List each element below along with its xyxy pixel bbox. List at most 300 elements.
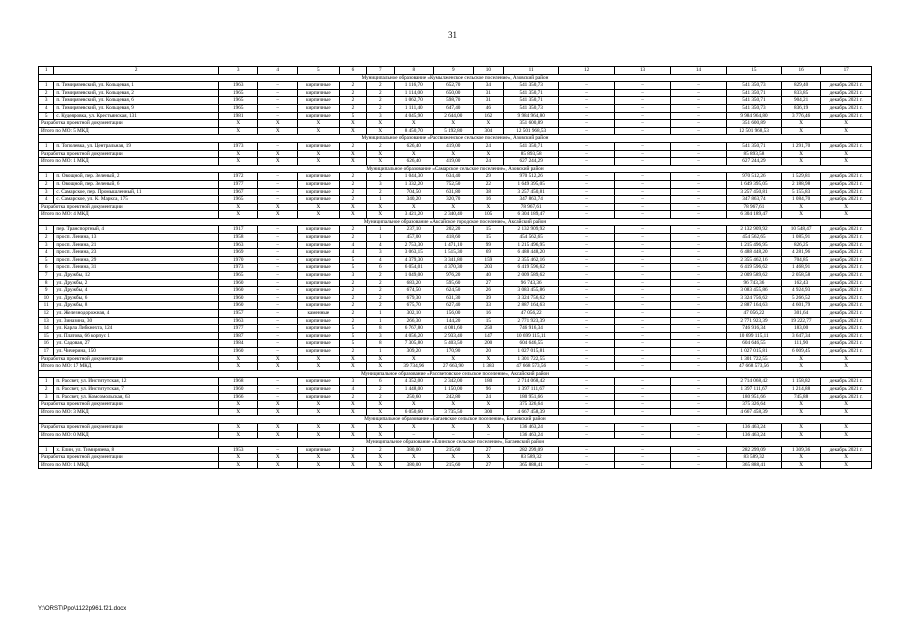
table-cell: 627,40: [434, 302, 474, 310]
table-cell: –: [671, 142, 727, 150]
table-cell: Итого по МО: 5 МКД: [39, 127, 219, 135]
table-row: [39, 393, 872, 401]
table-cell: 320,70: [434, 196, 474, 204]
table-row: [39, 302, 872, 310]
table-cell: 144,20: [434, 317, 474, 325]
table-cell: декабрь 2021 г.: [821, 89, 872, 97]
table-cell: –: [615, 104, 671, 112]
table-cell: –: [615, 203, 671, 211]
table-cell: 1: [367, 317, 394, 325]
table-cell: –: [559, 279, 615, 287]
table-cell: 12: [39, 310, 54, 318]
table-cell: –: [615, 378, 671, 386]
table-cell: 826,25: [781, 241, 821, 249]
table-cell: 541 350,73: [727, 104, 782, 112]
table-cell: 47 668 573,56: [504, 363, 559, 371]
table-cell: кирпичные: [297, 249, 339, 257]
table-cell: 1 027 015,81: [504, 347, 559, 355]
table-cell: 3: [39, 97, 54, 105]
table-cell: 6 488 448,20: [727, 249, 782, 257]
table-cell: –: [615, 385, 671, 393]
table-cell: 2: [339, 196, 366, 204]
table-cell: Разработка проектной документации: [39, 454, 219, 462]
table-cell: X: [367, 211, 394, 219]
table-cell: –: [615, 112, 671, 120]
table-cell: кирпичные: [297, 393, 339, 401]
table-cell: просп. Ленина, 23: [54, 249, 219, 257]
table-cell: 675,70: [394, 302, 434, 310]
table-cell: 833,85: [781, 89, 821, 97]
table-row: [39, 287, 872, 295]
table-cell: –: [559, 347, 615, 355]
table-cell: 2: [367, 272, 394, 280]
table-row: [39, 89, 872, 97]
table-cell: 1965: [218, 97, 258, 105]
table-cell: –: [615, 423, 671, 431]
table-cell: X: [218, 355, 258, 363]
table-cell: 5: [39, 112, 54, 120]
table-cell: 31: [473, 89, 504, 97]
table-cell: 2: [339, 97, 366, 105]
table-cell: 105: [473, 211, 504, 219]
table-cell: 683,20: [394, 279, 434, 287]
table-cell: 1 397 111,67: [504, 385, 559, 393]
table-cell: 1984: [218, 340, 258, 348]
table-cell: просп. Ленина, 21: [54, 241, 219, 249]
table-cell: 3: [339, 272, 366, 280]
table-cell: X: [339, 127, 366, 135]
table-cell: 1 529,81: [781, 173, 821, 181]
table-cell: ул. Садовая, 27: [54, 340, 219, 348]
table-cell: 3: [367, 112, 394, 120]
table-cell: 6 009,45: [781, 347, 821, 355]
table-cell: 156,00: [434, 310, 474, 318]
table-cell: 7: [39, 272, 54, 280]
table-cell: –: [258, 256, 298, 264]
table-cell: –: [559, 355, 615, 363]
table-cell: кирпичные: [297, 264, 339, 272]
table-cell: декабрь 2021 г.: [821, 332, 872, 340]
table-cell: 5 403,50: [434, 340, 474, 348]
table-cell: 4: [339, 241, 366, 249]
table-cell: –: [615, 97, 671, 105]
table-cell: 4: [39, 104, 54, 112]
table-cell: декабрь 2021 г.: [821, 256, 872, 264]
table-cell: с. Самарское, ул. К. Маркса, 175: [54, 196, 219, 204]
table-cell: X: [339, 120, 366, 128]
table-cell: X: [473, 120, 504, 128]
table-cell: –: [671, 332, 727, 340]
table-cell: –: [559, 332, 615, 340]
table-cell: –: [258, 82, 298, 90]
table-cell: 136 463,24: [727, 431, 782, 439]
table-cell: X: [367, 355, 394, 363]
table-cell: –: [615, 363, 671, 371]
table-cell: X: [821, 355, 872, 363]
table-cell: –: [559, 226, 615, 234]
table-cell: п. Рассвет, ул. Институтская, 7: [54, 385, 219, 393]
table-cell: 2 009 589,62: [727, 272, 782, 280]
table-cell: –: [258, 173, 298, 181]
table-cell: 69: [473, 249, 504, 257]
table-cell: декабрь 2021 г.: [821, 385, 872, 393]
table-cell: 541 350,71: [504, 142, 559, 150]
table-cell: 250: [473, 325, 504, 333]
table-cell: –: [615, 332, 671, 340]
table-cell: –: [258, 226, 298, 234]
table-cell: 746 916,34: [727, 325, 782, 333]
table-cell: Муниципальное образование «Елинское сельское поселение», Багаевский район: [39, 439, 872, 447]
table-cell: Муниципальное образование «Багаевское сельское поселение», Багаевский район: [39, 416, 872, 424]
table-cell: 2 887 164,63: [727, 302, 782, 310]
table-cell: –: [671, 97, 727, 105]
table-cell: 3 421,20: [394, 211, 434, 219]
table-cell: 15: [39, 332, 54, 340]
table-cell: 85 893,58: [504, 150, 559, 158]
table-cell: 4 352,00: [394, 378, 434, 386]
table-cell: 1987: [218, 332, 258, 340]
table-cell: 704,85: [781, 256, 821, 264]
table-cell: –: [473, 431, 504, 439]
table-cell: X: [297, 158, 339, 166]
table-cell: –: [559, 173, 615, 181]
table-cell: 2: [339, 180, 366, 188]
table-cell: 1963: [218, 317, 258, 325]
table-cell: X: [821, 120, 872, 128]
table-cell: 96: [473, 385, 504, 393]
subtotal-row: [39, 211, 872, 219]
table-cell: X: [339, 211, 366, 219]
table-cell: X: [434, 423, 474, 431]
table-cell: 8 450,70: [394, 127, 434, 135]
table-cell: 1 309,36: [781, 446, 821, 454]
table-cell: 46: [473, 104, 504, 112]
table-cell: декабрь 2021 г.: [821, 302, 872, 310]
subtotal-row: [39, 150, 872, 158]
table-cell: X: [781, 127, 821, 135]
table-cell: п. Рассвет, ул. Комсомольская, 63: [54, 393, 219, 401]
table-cell: X: [781, 120, 821, 128]
table-cell: 1965: [218, 89, 258, 97]
table-cell: 5: [339, 332, 366, 340]
table-row: [39, 82, 872, 90]
table-cell: 1963: [218, 241, 258, 249]
table-cell: 136 463,24: [504, 431, 559, 439]
table-cell: 752,50: [434, 180, 474, 188]
table-cell: 266,30: [394, 317, 434, 325]
subtotal-row: [39, 355, 872, 363]
table-cell: 365 888,41: [504, 461, 559, 469]
table-row: [39, 325, 872, 333]
table-cell: –: [615, 142, 671, 150]
table-cell: кирпичные: [297, 112, 339, 120]
table-cell: 418,60: [434, 234, 474, 242]
table-cell: –: [559, 294, 615, 302]
table-cell: 1965: [218, 104, 258, 112]
table-cell: X: [297, 120, 339, 128]
table-cell: 242,80: [434, 393, 474, 401]
table-cell: 162,43: [781, 279, 821, 287]
table-cell: –: [615, 317, 671, 325]
table-cell: –: [615, 211, 671, 219]
table-cell: 1960: [218, 347, 258, 355]
table-row: [39, 104, 872, 112]
table-cell: кирпичные: [297, 340, 339, 348]
table-cell: –: [559, 127, 615, 135]
table-cell: X: [367, 423, 394, 431]
table-cell: ул. Дружбы, 8: [54, 302, 219, 310]
table-cell: 541 350,71: [727, 89, 782, 97]
table-cell: 183,00: [781, 325, 821, 333]
table-cell: 2: [367, 173, 394, 181]
table-cell: 647,40: [434, 104, 474, 112]
table-cell: п. Овощной, пер. Зеленый, 6: [54, 180, 219, 188]
table-cell: кирпичные: [297, 325, 339, 333]
table-cell: –: [671, 256, 727, 264]
table-cell: –: [258, 104, 298, 112]
table-cell: просп. Ленина, 13: [54, 234, 219, 242]
table-cell: X: [821, 401, 872, 409]
table-cell: ул. Дружбы, 2: [54, 279, 219, 287]
table-cell: –: [559, 340, 615, 348]
table-cell: 27: [473, 279, 504, 287]
table-cell: X: [781, 423, 821, 431]
table-cell: –: [615, 355, 671, 363]
table-cell: 24: [473, 142, 504, 150]
table-cell: –: [258, 393, 298, 401]
subtotal-row: [39, 203, 872, 211]
table-cell: Итого по МО: 3 МКД: [39, 408, 219, 416]
subtotal-row: [39, 423, 872, 431]
table-cell: 3 083 455,86: [727, 287, 782, 295]
table-cell: –: [559, 97, 615, 105]
table-cell: 1 448,00: [394, 385, 434, 393]
table-cell: 829,40: [781, 82, 821, 90]
table-cell: –: [615, 82, 671, 90]
table-cell: 16: [39, 340, 54, 348]
table-cell: 10 699 115,11: [504, 332, 559, 340]
table-cell: 2 132 909,92: [504, 226, 559, 234]
table-cell: декабрь 2021 г.: [821, 249, 872, 257]
table-cell: кирпичные: [297, 226, 339, 234]
table-cell: Итого по МО: 17 МКД: [39, 363, 219, 371]
table-cell: 5: [297, 67, 339, 75]
table-cell: с. Кудеяровка, ул. Крестьянская, 131: [54, 112, 219, 120]
table-cell: кирпичные: [297, 279, 339, 287]
table-cell: –: [559, 104, 615, 112]
table-cell: 4: [339, 249, 366, 257]
table-cell: 5: [39, 256, 54, 264]
table-cell: декабрь 2021 г.: [821, 142, 872, 150]
table-cell: 419,00: [434, 158, 474, 166]
table-cell: 170,90: [434, 347, 474, 355]
table-cell: декабрь 2021 г.: [821, 226, 872, 234]
section-header-row: [39, 74, 872, 82]
table-cell: 99: [473, 241, 504, 249]
table-cell: Муниципальное образование «Аксайское городское поселение», Аксайский район: [39, 218, 872, 226]
table-cell: 14: [39, 325, 54, 333]
table-cell: X: [367, 401, 394, 409]
table-cell: X: [297, 461, 339, 469]
table-cell: 13: [615, 67, 671, 75]
table-cell: X: [218, 203, 258, 211]
table-cell: 309,20: [394, 347, 434, 355]
table-cell: X: [297, 150, 339, 158]
table-cell: 83 589,32: [727, 454, 782, 462]
table-cell: 302,10: [394, 310, 434, 318]
table-row: [39, 310, 872, 318]
table-cell: 1 158,82: [781, 378, 821, 386]
table-cell: 1 301 722,55: [727, 355, 782, 363]
table-cell: кирпичные: [297, 241, 339, 249]
table-cell: –: [258, 142, 298, 150]
table-cell: 12 501 968,53: [727, 127, 782, 135]
table-cell: –: [615, 264, 671, 272]
table-cell: –: [671, 264, 727, 272]
table-cell: 300: [473, 408, 504, 416]
table-cell: 4: [367, 256, 394, 264]
table-cell: 180 951,66: [504, 393, 559, 401]
table-cell: –: [671, 302, 727, 310]
table-cell: –: [671, 180, 727, 188]
table-cell: 6: [339, 67, 366, 75]
table-cell: 9: [39, 287, 54, 295]
table-cell: 24: [473, 393, 504, 401]
table-cell: 1960: [218, 279, 258, 287]
table-cell: 2: [339, 142, 366, 150]
table-cell: X: [339, 461, 366, 469]
table-cell: X: [297, 423, 339, 431]
table-cell: –: [615, 120, 671, 128]
table-row: [39, 446, 872, 454]
table-cell: 39 734,96: [394, 363, 434, 371]
table-cell: X: [394, 401, 434, 409]
table-cell: Муниципальное образование «Рассвиженское сельское поселение», Азовский район: [39, 135, 872, 143]
table-cell: 1973: [218, 142, 258, 150]
table-cell: –: [559, 112, 615, 120]
table-cell: X: [218, 408, 258, 416]
table-cell: 1 215 496,95: [504, 241, 559, 249]
table-cell: 1: [39, 446, 54, 454]
housing-repair-table: [38, 66, 872, 469]
table-cell: X: [434, 454, 474, 462]
table-cell: –: [671, 196, 727, 204]
table-cell: –: [615, 461, 671, 469]
table-cell: X: [394, 150, 434, 158]
table-cell: 39: [473, 294, 504, 302]
table-cell: –: [559, 317, 615, 325]
table-cell: 1963: [218, 82, 258, 90]
table-cell: X: [218, 127, 258, 135]
table-cell: декабрь 2021 г.: [821, 82, 872, 90]
table-cell: –: [394, 431, 434, 439]
table-cell: –: [258, 332, 298, 340]
table-cell: 282 299,09: [504, 446, 559, 454]
table-cell: 2: [367, 446, 394, 454]
table-cell: кирпичные: [297, 287, 339, 295]
table-cell: –: [559, 378, 615, 386]
table-cell: 365 888,41: [727, 461, 782, 469]
table-cell: –: [258, 272, 298, 280]
table-cell: 8: [367, 340, 394, 348]
table-cell: декабрь 2021 г.: [821, 196, 872, 204]
table-cell: 3: [39, 393, 54, 401]
table-cell: 541 350,73: [504, 104, 559, 112]
table-cell: X: [394, 454, 434, 462]
table-cell: –: [559, 423, 615, 431]
table-cell: 3: [339, 378, 366, 386]
table-cell: X: [218, 423, 258, 431]
table-cell: –: [559, 385, 615, 393]
table-cell: 10 548,47: [781, 226, 821, 234]
table-cell: 1: [39, 173, 54, 181]
table-cell: 3 341,80: [434, 256, 474, 264]
table-cell: 26: [473, 287, 504, 295]
table-cell: –: [615, 347, 671, 355]
document-path: Y:\ORST\Ppo\1122p961.f21.docx: [38, 606, 127, 612]
table-cell: 2 342,00: [434, 378, 474, 386]
table-cell: –: [615, 89, 671, 97]
table-cell: X: [258, 401, 298, 409]
table-cell: 1 215 496,95: [727, 241, 782, 249]
table-cell: 2: [339, 226, 366, 234]
table-cell: 5: [339, 256, 366, 264]
table-cell: 631,80: [434, 188, 474, 196]
table-cell: 1 049,00: [394, 272, 434, 280]
table-cell: декабрь 2021 г.: [821, 97, 872, 105]
table-cell: –: [258, 196, 298, 204]
table-cell: 5: [339, 325, 366, 333]
table-cell: 31: [473, 97, 504, 105]
table-cell: –: [671, 393, 727, 401]
table-cell: 22: [473, 180, 504, 188]
table-cell: 200: [473, 340, 504, 348]
table-cell: X: [297, 355, 339, 363]
table-cell: 17: [39, 347, 54, 355]
table-cell: –: [671, 188, 727, 196]
table-cell: 1 471,10: [434, 241, 474, 249]
table-cell: 1: [367, 347, 394, 355]
table-cell: X: [218, 454, 258, 462]
table-cell: 2: [39, 385, 54, 393]
table-cell: 1953: [218, 446, 258, 454]
table-row: [39, 112, 872, 120]
table-cell: 96 743,36: [727, 279, 782, 287]
table-cell: 2: [39, 89, 54, 97]
table-cell: X: [258, 158, 298, 166]
table-cell: 1968: [218, 378, 258, 386]
table-cell: X: [339, 158, 366, 166]
table-cell: 4 667 458,39: [727, 408, 782, 416]
table-cell: 1 084,70: [781, 196, 821, 204]
table-cell: кирпичные: [297, 302, 339, 310]
table-cell: X: [434, 120, 474, 128]
table-cell: 6: [367, 264, 394, 272]
table-row: [39, 347, 872, 355]
table-cell: декабрь 2021 г.: [821, 272, 872, 280]
table-cell: 24: [473, 158, 504, 166]
table-cell: п. Рассвет, ул. Институтская, 12: [54, 378, 219, 386]
table-cell: 3 776,46: [781, 112, 821, 120]
table-cell: п. Тополевка, ул. Центральная, 19: [54, 142, 219, 150]
table-cell: –: [615, 234, 671, 242]
table-row: [39, 264, 872, 272]
table-cell: 13: [39, 317, 54, 325]
table-cell: 3: [218, 67, 258, 75]
table-cell: X: [473, 150, 504, 158]
table-cell: 2: [367, 89, 394, 97]
table-cell: X: [367, 120, 394, 128]
